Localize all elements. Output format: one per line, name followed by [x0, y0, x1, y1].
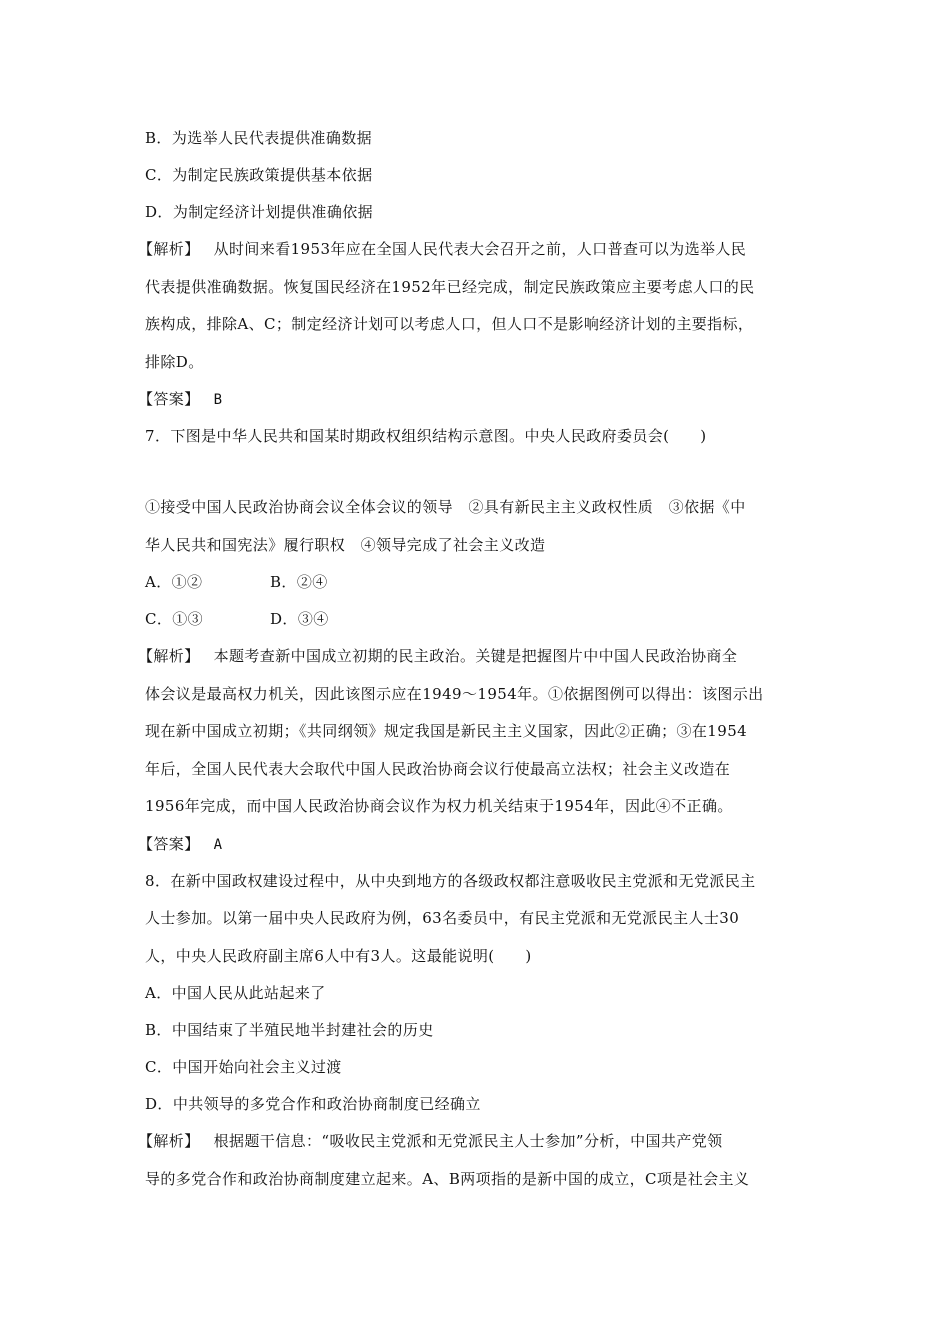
q8-stem — [145, 863, 807, 976]
q7-answer-value: A — [213, 836, 223, 853]
q8-option-c: C．中国开始向社会主义过渡 — [145, 1058, 342, 1076]
q8-option-a: A．中国人民从此站起来了 — [145, 984, 326, 1002]
q7-option-a: A．①② — [145, 573, 203, 591]
q6-analysis-line-1: 【解析】 从时间来看1953年应在全国人民代表大会召开之前，人口普查可以为选举人民 — [138, 240, 747, 258]
q6-answer — [138, 381, 807, 418]
q7-analysis-line-5: 1956年完成，而中国人民政治协商会议作为权力机关结束于1954年，因此④不正确。 — [145, 797, 733, 815]
q6-analysis-line-3: 族构成，排除A、C；制定经济计划可以考虑人口，但人口不是影响经济计划的主要指标， — [145, 315, 754, 333]
q8-analysis-line-2: 导的多党合作和政治协商制度建立起来。A、B两项指的是新中国的成立，C项是社会主义 — [145, 1169, 750, 1188]
q8-option-b: B．中国结束了半殖民地半封建社会的历史 — [145, 1021, 434, 1039]
q6-analysis-line-4: 排除D。 — [145, 352, 204, 371]
q7-analysis-line-3: 现在新中国成立初期；《共同纲领》规定我国是新民主主义国家，因此②正确；③在1954 — [145, 722, 748, 740]
q8-stem-line-3: 人，中央人民政府副主席6人中有3人。这最能说明( ) — [145, 946, 532, 965]
q7-options-row-2 — [145, 601, 807, 638]
q7-options-row-1 — [145, 564, 807, 601]
q7-answer — [138, 826, 807, 863]
q7-analysis-line-4: 年后，全国人民代表大会取代中国人民政治协商会议行使最高立法权；社会主义改造在 — [145, 759, 731, 778]
q6-answer-value: B — [213, 392, 223, 408]
analysis-tag: 【解析】 — [138, 1132, 200, 1150]
q8-option-d: D．中共领导的多党合作和政治协商制度已经确立 — [145, 1095, 481, 1113]
q8-analysis — [138, 1123, 807, 1198]
q7-figure-placeholder — [145, 455, 807, 489]
q6-option-d: D．为制定经济计划提供准确依据 — [145, 203, 374, 221]
q7-option-c: C．①③ — [145, 610, 204, 628]
q7-analysis-line-1: 【解析】 本题考查新中国成立初期的民主政治。关键是把握图片中中国人民政治协商全 — [138, 647, 738, 665]
answer-tag: 【答案】 — [138, 834, 200, 853]
q6-analysis — [138, 231, 807, 381]
q7-statement-line-2: 华人民共和国宪法》履行职权 ④领导完成了社会主义改造 — [145, 535, 546, 554]
q7-stem: 7．下图是中华人民共和国某时期政权组织结构示意图。中央人民政府委员会( ) — [145, 427, 707, 445]
q7-statements — [145, 489, 807, 564]
answer-tag: 【答案】 — [138, 390, 200, 408]
q6-analysis-line-2: 代表提供准确数据。恢复国民经济在1952年已经完成，制定民族政策应主要考虑人口的民 — [145, 277, 755, 296]
q8-analysis-line-1: 【解析】 根据题干信息：“吸收民主党派和无党派民主人士参加”分析，中国共产党领 — [138, 1132, 723, 1150]
q8-stem-line-1: 8．在新中国政权建设过程中，从中央到地方的各级政权都注意吸收民主党派和无党派民主 — [145, 871, 756, 890]
q7-analysis — [138, 638, 807, 826]
q8-stem-line-2: 人士参加。以第一届中央人民政府为例，63名委员中，有民主党派和无党派民主人士30 — [145, 909, 740, 927]
q7-analysis-line-2: 体会议是最高权力机关，因此该图示应在1949～1954年。①依据图例可以得出：该图示出 — [145, 684, 764, 703]
q7-option-d: D．③④ — [270, 610, 329, 628]
analysis-tag: 【解析】 — [138, 240, 200, 258]
q7-option-b: B．②④ — [270, 573, 328, 591]
q6-option-b: B．为选举人民代表提供准确数据 — [145, 129, 373, 147]
q7-statement-line-1: ①接受中国人民政治协商会议全体会议的领导 ②具有新民主主义政权性质 ③依据《中 — [145, 498, 746, 516]
analysis-tag: 【解析】 — [138, 647, 200, 665]
q6-option-c: C．为制定民族政策提供基本依据 — [145, 166, 373, 184]
document-page — [138, 120, 807, 1198]
